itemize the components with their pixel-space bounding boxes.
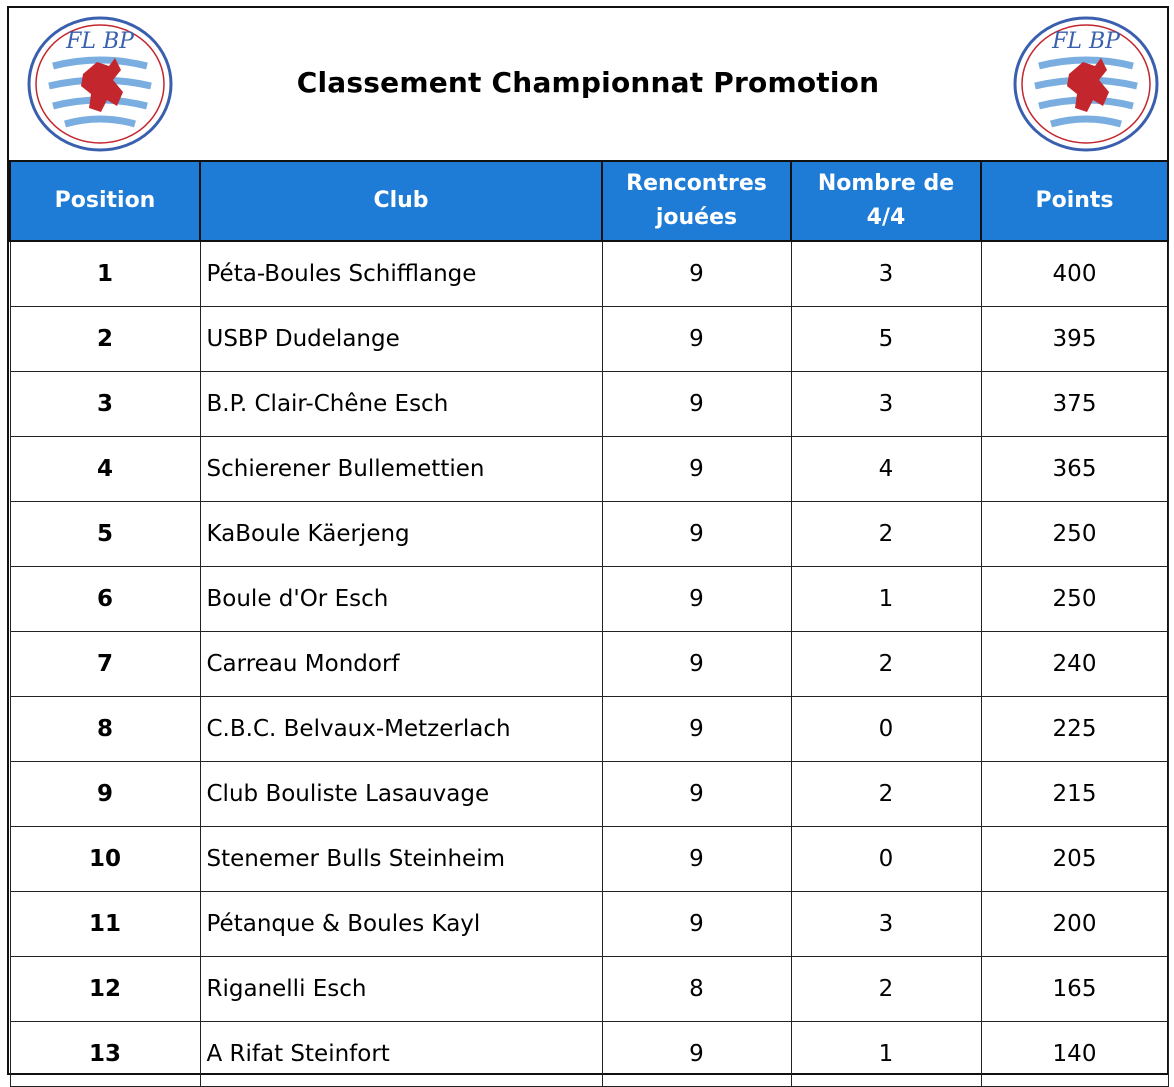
- cell-rencontres: 9: [602, 762, 791, 827]
- cell-points: 200: [981, 892, 1168, 957]
- cell-position: 5: [10, 502, 200, 567]
- cell-points: 165: [981, 957, 1168, 1022]
- cell-club: Boule d'Or Esch: [200, 567, 602, 632]
- cell-club: Péta-Boules Schifflange: [200, 241, 602, 307]
- cell-position: 6: [10, 567, 200, 632]
- cell-club: Stenemer Bulls Steinheim: [200, 827, 602, 892]
- cell-position: 8: [10, 697, 200, 762]
- col-header-nombre-4-4: Nombre de 4/4: [791, 161, 981, 241]
- cell-nombre-4-4: 2: [791, 502, 981, 567]
- cell-nombre-4-4: 3: [791, 892, 981, 957]
- table-row: [10, 307, 1168, 372]
- table-row: [10, 372, 1168, 437]
- cell-position: 9: [10, 762, 200, 827]
- cell-points: 250: [981, 567, 1168, 632]
- svg-text:FL BP: FL BP: [1052, 29, 1120, 54]
- cell-nombre-4-4: 2: [791, 762, 981, 827]
- page-title: Classement Championnat Promotion: [296, 66, 880, 99]
- table-row: [10, 762, 1168, 827]
- cell-club: Schierener Bullemettien: [200, 437, 602, 502]
- cell-position: 2: [10, 307, 200, 372]
- cell-club: Club Bouliste Lasauvage: [200, 762, 602, 827]
- cell-rencontres: 9: [602, 567, 791, 632]
- cell-position: 12: [10, 957, 200, 1022]
- cell-rencontres: 9: [602, 241, 791, 307]
- cell-club: USBP Dudelange: [200, 307, 602, 372]
- cell-points: 400: [981, 241, 1168, 307]
- cell-points: 395: [981, 307, 1168, 372]
- table-row: [10, 957, 1168, 1022]
- col-header-points: Points: [981, 161, 1168, 241]
- standings-sheet: [7, 6, 1169, 1075]
- cell-nombre-4-4: 2: [791, 632, 981, 697]
- cell-points: 250: [981, 502, 1168, 567]
- standings-table: [9, 160, 1169, 1087]
- cell-position: 10: [10, 827, 200, 892]
- table-row: [10, 437, 1168, 502]
- cell-club: B.P. Clair-Chêne Esch: [200, 372, 602, 437]
- col-header-club: Club: [200, 161, 602, 241]
- cell-nombre-4-4: 3: [791, 372, 981, 437]
- cell-club: Riganelli Esch: [200, 957, 602, 1022]
- table-row: [10, 241, 1168, 307]
- cell-nombre-4-4: 5: [791, 307, 981, 372]
- col-header-rencontres: Rencontres jouées: [602, 161, 791, 241]
- cell-nombre-4-4: 1: [791, 567, 981, 632]
- table-row: [10, 1022, 1168, 1087]
- cell-points: 365: [981, 437, 1168, 502]
- cell-position: 4: [10, 437, 200, 502]
- cell-rencontres: 9: [602, 827, 791, 892]
- cell-rencontres: 9: [602, 1022, 791, 1087]
- table-header-row: [10, 161, 1168, 241]
- cell-club: KaBoule Käerjeng: [200, 502, 602, 567]
- cell-position: 11: [10, 892, 200, 957]
- cell-club: Pétanque & Boules Kayl: [200, 892, 602, 957]
- cell-rencontres: 9: [602, 632, 791, 697]
- cell-nombre-4-4: 2: [791, 957, 981, 1022]
- cell-club: Carreau Mondorf: [200, 632, 602, 697]
- cell-rencontres: 9: [602, 372, 791, 437]
- cell-position: 7: [10, 632, 200, 697]
- cell-club: C.B.C. Belvaux-Metzerlach: [200, 697, 602, 762]
- cell-nombre-4-4: 3: [791, 241, 981, 307]
- cell-points: 140: [981, 1022, 1168, 1087]
- cell-nombre-4-4: 4: [791, 437, 981, 502]
- cell-rencontres: 9: [602, 892, 791, 957]
- table-row: [10, 502, 1168, 567]
- flbp-logo-right: [1011, 14, 1161, 154]
- cell-position: 3: [10, 372, 200, 437]
- svg-text:FL BP: FL BP: [66, 29, 134, 54]
- cell-nombre-4-4: 0: [791, 827, 981, 892]
- cell-points: 225: [981, 697, 1168, 762]
- col-header-position: Position: [10, 161, 200, 241]
- table-row: [10, 892, 1168, 957]
- cell-nombre-4-4: 0: [791, 697, 981, 762]
- cell-nombre-4-4: 1: [791, 1022, 981, 1087]
- cell-rencontres: 8: [602, 957, 791, 1022]
- cell-points: 240: [981, 632, 1168, 697]
- cell-rencontres: 9: [602, 307, 791, 372]
- cell-rencontres: 9: [602, 502, 791, 567]
- cell-position: 13: [10, 1022, 200, 1087]
- cell-position: 1: [10, 241, 200, 307]
- cell-points: 375: [981, 372, 1168, 437]
- cell-rencontres: 9: [602, 697, 791, 762]
- table-row: [10, 567, 1168, 632]
- cell-rencontres: 9: [602, 437, 791, 502]
- table-row: [10, 697, 1168, 762]
- cell-club: A Rifat Steinfort: [200, 1022, 602, 1087]
- cell-points: 215: [981, 762, 1168, 827]
- table-row: [10, 632, 1168, 697]
- title-row: [9, 8, 1167, 160]
- cell-points: 205: [981, 827, 1168, 892]
- table-row: [10, 827, 1168, 892]
